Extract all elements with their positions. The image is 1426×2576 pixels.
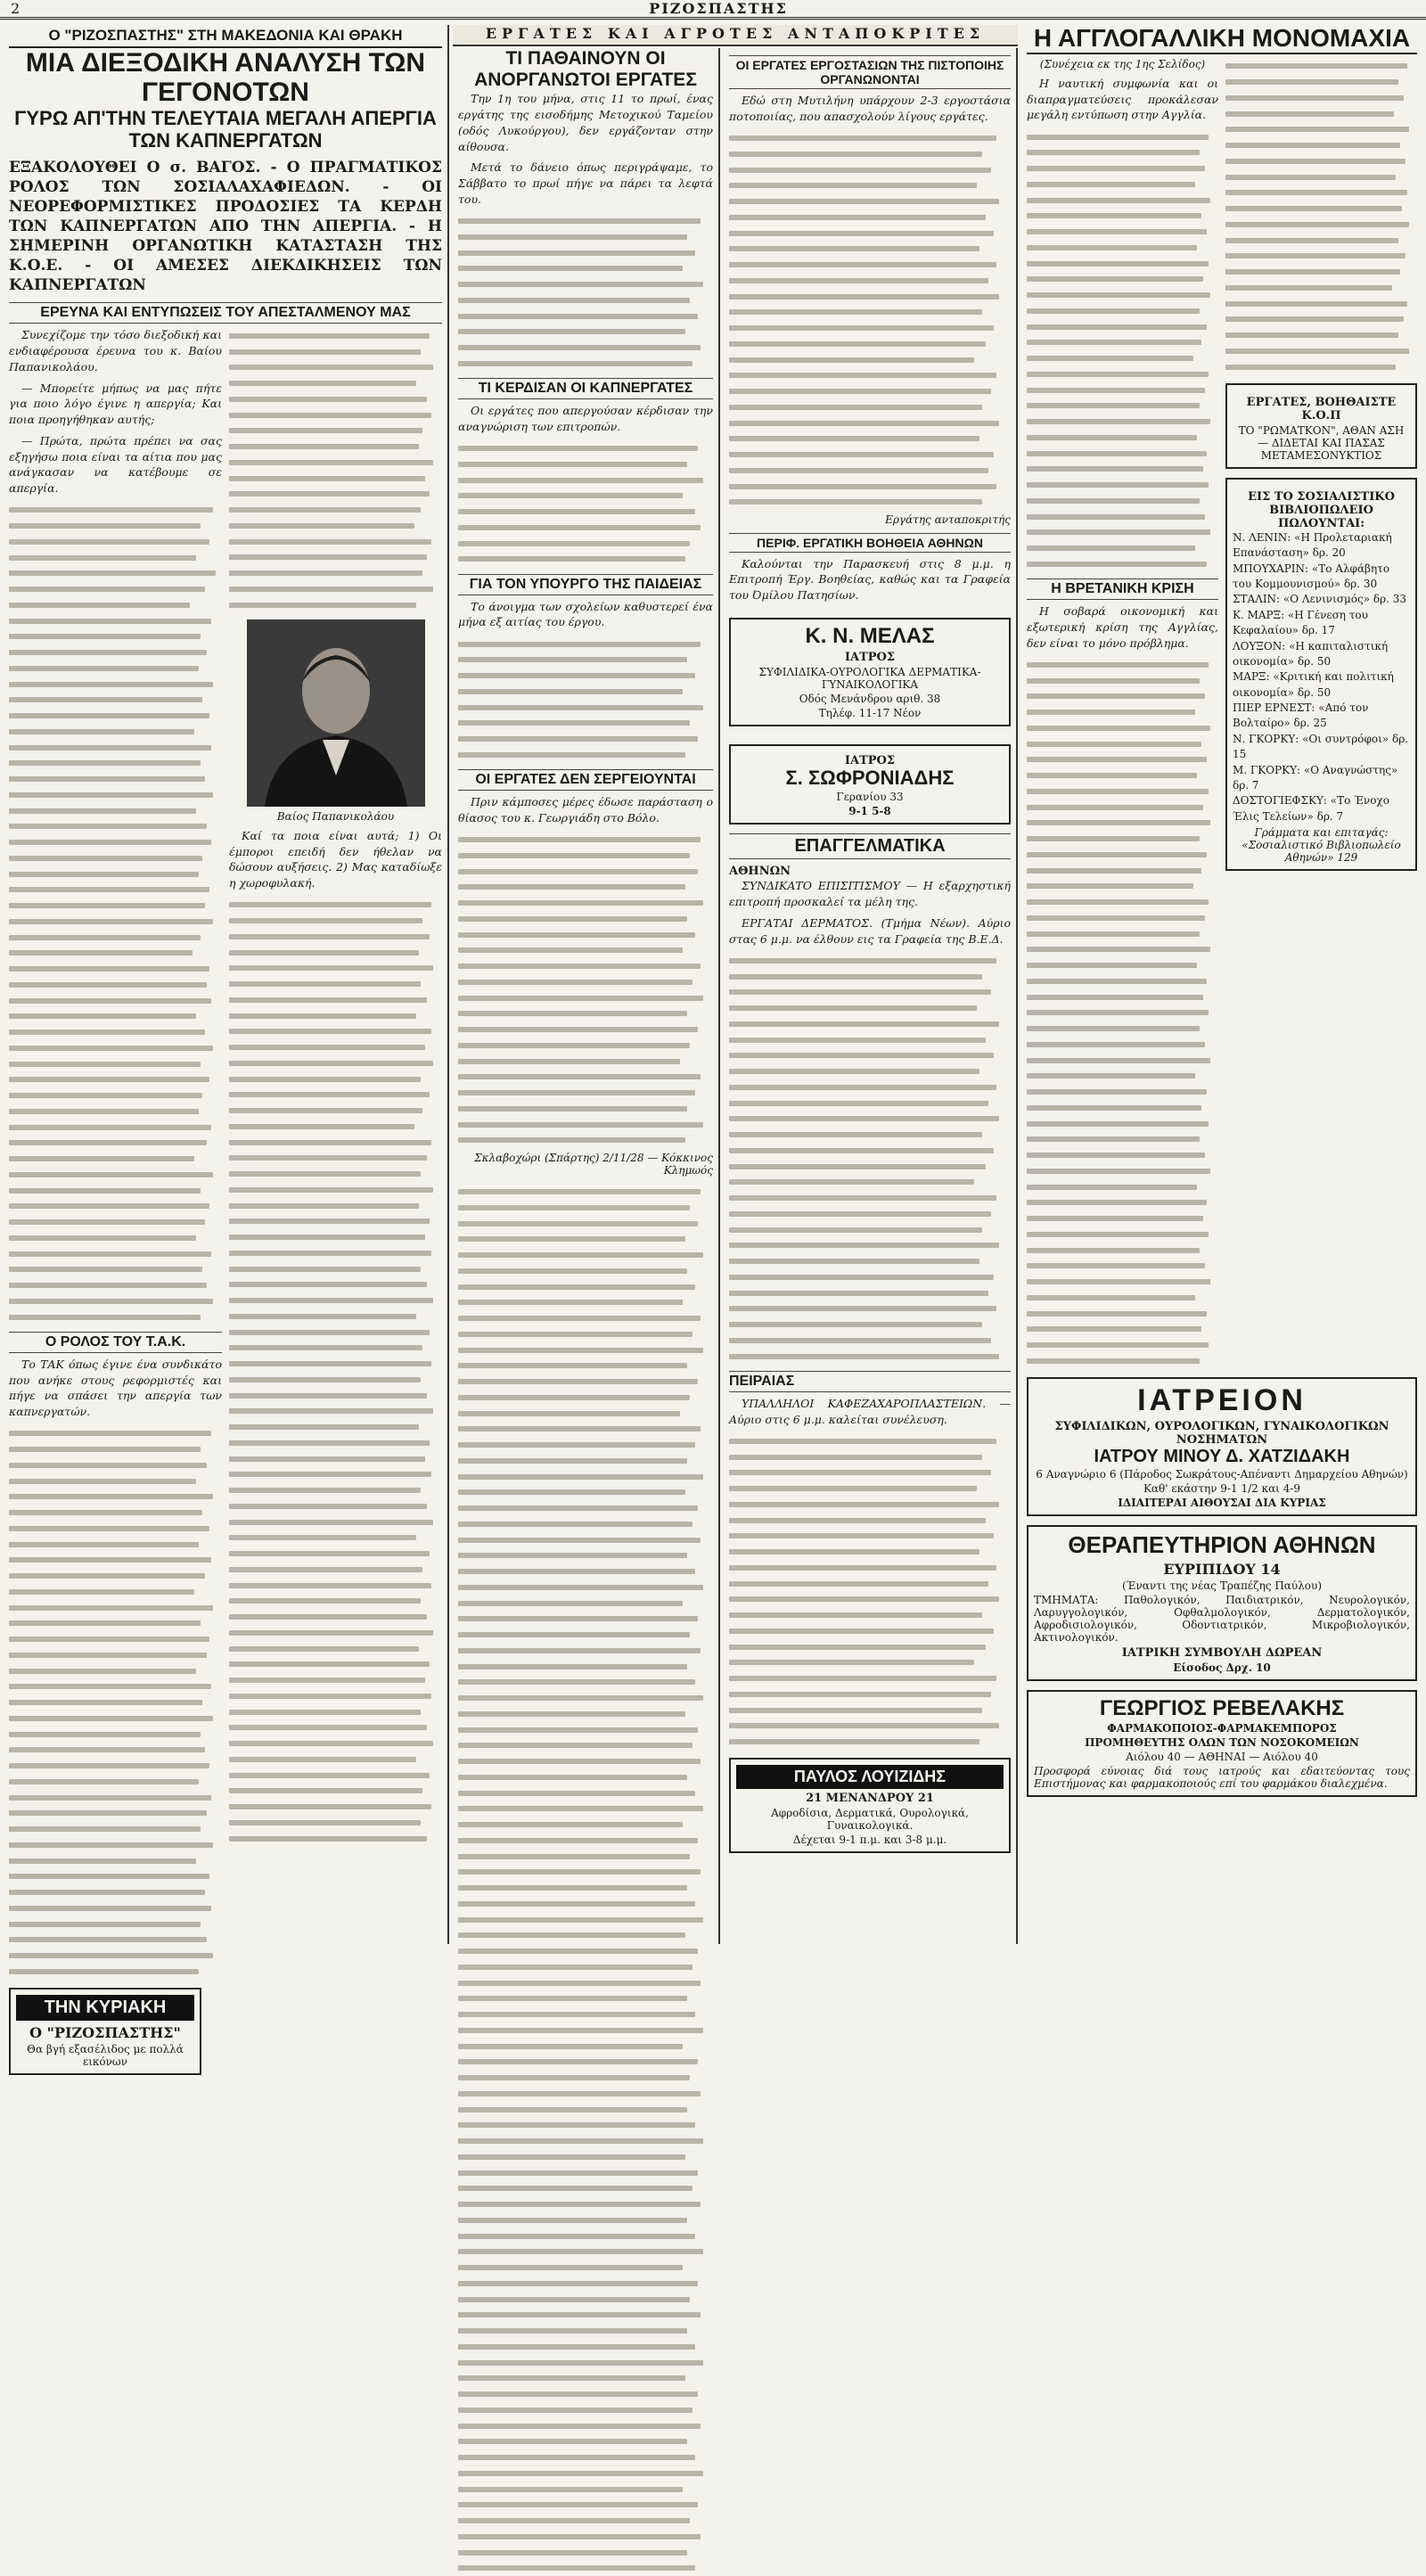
- sunday-text: Ο "ΡΙΖΟΣΠΑΣΤΗΣ": [29, 2024, 181, 2041]
- bib-item: Ν. ΛΕΝΙΝ: «Η Προλεταριακή Επανάσταση» δρ. 20: [1233, 530, 1392, 560]
- headline: ΜΙΑ ΔΙΕΞΟΔΙΚΗ ΑΝΑΛΥΣΗ ΤΩΝ ΓΕΓΟΝΟΤΩΝ: [25, 48, 426, 107]
- box-voith-text: ΤΟ "ΡΩΜΑΤΚΟΝ", ΑΘΑΝ ΑΣΗ — ΔΙΔΕΤΑΙ ΚΑΙ ΠΑΣΑΣ ΜΕΤΑΜΕΣΟΝΥΚΤΙΟΣ: [1238, 423, 1405, 462]
- ad-therapeutirion: [1027, 1525, 1417, 1681]
- page-number: 2: [11, 0, 22, 17]
- sub-athens: ΑΘΗΝΩΝ: [729, 865, 791, 879]
- body-text-lines: [458, 440, 713, 567]
- paragraph: ΥΠΑΛΛΗΛΟΙ ΚΑΦΕΖΑΧΑΡΟΠΛΑΣΤΕΙΩΝ. — Αύριο στις 6 μ.μ. καλείται συνέλευση.: [729, 1396, 1011, 1426]
- ad-louizidis-desc: Αφροδίσια, Δερματικά, Ουρολογικά, Γυναικολογικά.: [771, 1807, 969, 1833]
- sunday-note: Θα βγή εξασέλιδος με πολλά εικόνων: [27, 2043, 184, 2068]
- ad-louizidis-hours: Δέχεται 9-1 π.μ. και 3-8 μ.μ.: [792, 1834, 947, 1847]
- ad-iatreion-doc: ΙΑΤΡΟΥ ΜΙΝΟΥ Δ. ΧΑΤΖΙΔΑΚΗ: [1094, 1447, 1350, 1467]
- ad-therap-free: ΙΑΤΡΙΚΗ ΣΥΜΒΟΥΛΗ ΔΩΡΕΑΝ: [1121, 1646, 1323, 1661]
- box-bib-title: ΕΙΣ ΤΟ ΣΟΣΙΑΛΙΣΤΙΚΟ ΒΙΒΛΙΟΠΩΛΕΙΟ ΠΩΛΟΥΝΤΑΙ:: [1248, 489, 1395, 530]
- ad-rev-sub: ΦΑΡΜΑΚΟΠΟΙΟΣ-ΦΑΡΜΑΚΕΜΠΟΡΟΣ: [1107, 1722, 1337, 1735]
- col2-headline: ΤΙ ΠΑΘΑΙΝΟΥΝ ΟΙ ΑΝΟΡΓΑΝΩΤΟΙ ΕΡΓΑΤΕΣ: [474, 48, 697, 91]
- ad-louizidis-name: ΠΑΥΛΟΣ ΛΟΥΙΖΙΔΗΣ: [736, 1765, 1004, 1789]
- section-peiraias: ΠΕΙΡΑΙΑΣ: [729, 1371, 1011, 1392]
- paragraph: Την 1η του μήνα, στις 11 το πρωί, ένας εργάτης της εισοδήμης Μετοχικού Ταμείου (οδός Λυκούργου), δεν εργάζονταν στην αίθουσα.: [458, 92, 713, 153]
- ad-melas-addr: Οδός Μενάνδρου αριθ. 38: [799, 693, 941, 706]
- portrait-photo: [247, 619, 425, 807]
- column-main-article: [4, 25, 449, 2068]
- page-header: [0, 0, 1426, 20]
- paragraph: Οι εργάτες που απεργούσαν κέρδισαν την αναγνώριση των επιτροπών.: [458, 404, 713, 433]
- bib-item: ΜΑΡΞ: «Κριτική και πολιτική οικονομία» δρ. 50: [1233, 670, 1394, 699]
- paragraph: Το ΤΑΚ όπως έγινε ένα συνδικάτο που ανήκε στους ρεφορμιστές και πήγε να σπάσει την απεργία των καπνεργατών.: [9, 1357, 222, 1418]
- signature: Εργάτης ανταποκριτής: [885, 513, 1011, 526]
- ad-rev-name: ΓΕΩΡΓΙΟΣ ΡΕΒΕΛΑΚΗΣ: [1099, 1696, 1345, 1721]
- section-voitheia: ΠΕΡΙΦ. ΕΡΓΑΤΙΚΗ ΒΟΗΘΕΙΑ ΑΘΗΝΩΝ: [729, 533, 1011, 553]
- paragraph: Πριν κάμποσες μέρες έδωσε παράσταση ο θίασος του κ. Γεωργιάδη στο Βόλο.: [458, 795, 713, 824]
- paragraph: Εδώ στη Μυτιλήνη υπάρχουν 2-3 εργοστάσια ποτοποιίας, που απασχολούν λίγους εργάτες.: [729, 94, 1011, 123]
- body-text-lines: [1027, 656, 1218, 1368]
- sunday-notice: [9, 1988, 201, 2075]
- paragraph: Καλούνται την Παρασκευή στις 8 μ.μ. η Επιτροπή Έργ. Βοηθείας, καθώς και τα Γραφεία του Όμίλου Πατησίων.: [729, 556, 1011, 602]
- box-bibliopoleio: [1225, 478, 1417, 871]
- foreign-col-b: [1225, 58, 1417, 1368]
- section-epaggelmatika: ΕΠΑΓΓΕΛΜΑΤΙΚΑ: [729, 833, 1011, 859]
- ad-louizidis-addr: 21 ΜΕΝΑΝΔΡΟΥ 21: [806, 1792, 934, 1806]
- paragraph: — Μπορείτε μήπως να μας πήτε για ποιο λόγο έγινε η απεργία; Και ποια προηγήθηκαν αυτής;: [9, 381, 222, 426]
- masthead: ΡΙΖΟΣΠΑΣΤΗΣ: [649, 0, 788, 17]
- bib-item: ΔΟΣΤΟΓΙΕΦΣΚΥ: «Το Ένοχο Έλις Τελείων» δρ. 7: [1233, 794, 1389, 823]
- foreign-article: [1027, 58, 1417, 1368]
- ad-iatreion-addr: 6 Αναγνώριο 6 (Πάροδος Σωκράτους-Απέναντι Δημαρχείου Αθηνών): [1036, 1468, 1408, 1481]
- paragraph: ΕΡΓΑΤΑΙ ΔΕΡΜΑΤΟΣ. (Τμήμα Νέων). Αύριο στας 6 μ.μ. να έλθουν εις τα Γραφεία της Β.Ε.Δ.: [729, 915, 1011, 946]
- photo-caption: Βαίος Παπανικολάου: [276, 809, 395, 823]
- bib-item: Μ. ΓΚΟΡΚΥ: «Ο Αναγνώστης» δρ. 7: [1233, 763, 1398, 792]
- ad-iatreion: [1027, 1377, 1417, 1516]
- section-kerdi: ΤΙ ΚΕΡΔΙΣΑΝ ΟΙ ΚΑΠΝΕΡΓΑΤΕΣ: [458, 378, 713, 399]
- column-foreign: [1021, 25, 1422, 1944]
- ad-iatreion-title: ΙΑΤΡΕΙΟΝ: [1137, 1383, 1307, 1418]
- section-ypourgo: ΓΙΑ ΤΟΝ ΥΠΟΥΡΓΟ ΤΗΣ ΠΑΙΔΕΙΑΣ: [458, 574, 713, 595]
- body-text-lines: [458, 636, 713, 762]
- box-voith-title: ΕΡΓΑΤΕΣ, ΒΟΗΘΑΙΣΤΕ Κ.Ο.Π: [1246, 395, 1397, 422]
- signature: Σκλαβοχώρι (Σπάρτης) 2/11/28 — Κόκκινος Κλημωός: [474, 1151, 713, 1177]
- column-notices: [724, 48, 1018, 1944]
- column-correspondents: [453, 48, 720, 1944]
- section-krisi: Η ΒΡΕΤΑΝΙΚΗ ΚΡΙΣΗ: [1027, 578, 1218, 600]
- bib-item: ΛΟΥΞΟΝ: «Η καπιταλιστική οικονομία» δρ. 50: [1233, 639, 1389, 668]
- paragraph: Μετά το δάνειο όπως περιγράψαμε, το Σάββατο το πρωί πήγε να πάρει τα λεφτά του.: [458, 160, 713, 206]
- body-text-lines: [9, 502, 222, 1325]
- bib-item: ΜΠΟΥΧΑΡΙΝ: «Το Αλφάβητο του Κομμουνισμού» δρ. 30: [1233, 562, 1390, 590]
- ad-louizidis: [729, 1758, 1011, 1853]
- body-text-lines: [229, 897, 442, 1846]
- section-role: Ο ΡΟΛΟΣ ΤΟΥ Τ.Α.Κ.: [9, 1332, 222, 1353]
- body-text-lines: [458, 1184, 713, 2576]
- ad-sofr-title: ΙΑΤΡΟΣ: [844, 754, 896, 768]
- body-text-lines: [458, 832, 713, 1148]
- paragraph: Το άνοιγμα των σχολείων καθυστερεί ένα μήνα εξ αιτίας του έργου.: [458, 599, 713, 629]
- ad-therap-note: (Έναντι της νέας Τραπέζης Παύλου): [1121, 1579, 1322, 1593]
- body-text-lines: [229, 327, 442, 612]
- subhead: ΕΡΕΥΝΑ ΚΑΙ ΕΝΤΥΠΩΣΕΙΣ ΤΟΥ ΑΠΕΣΤΑΛΜΕΝΟΥ ΜΑΣ: [9, 302, 442, 324]
- ad-melas-spec: ΣΥΦΙΛΙΔΙΚΑ-ΟΥΡΟΛΟΓΙΚΑ ΔΕΡΜΑΤΙΚΑ-ΓΥΝΑΙΚΟΛΟΓΙΚΑ: [758, 666, 981, 692]
- ad-sofroniadis: [729, 744, 1011, 824]
- col4-headline: Η ΑΓΓΛΟΓΑΛΛΙΚΗ ΜΟΝΟΜΑΧΙΑ: [1027, 25, 1417, 54]
- article-body: [9, 327, 442, 2084]
- ad-therap-title: ΘΕΡΑΠΕΥΤΗΡΙΟΝ ΑΘΗΝΩΝ: [1068, 1531, 1376, 1559]
- ad-iatreion-hours: Καθ' εκάστην 9-1 1/2 και 4-9: [1143, 1482, 1301, 1496]
- section-banner: ΕΡΓΑΤΕΣ ΚΑΙ ΑΓΡΟΤΕΣ ΑΝΤΑΠΟΚΡΙΤΕΣ: [453, 25, 1018, 46]
- ad-melas-phone: Τηλέφ. 11-17 Νέον: [818, 707, 922, 720]
- doctor-ads-row: [729, 609, 1011, 735]
- ad-iatreion-women: ΙΔΙΑΙΤΕΡΑΙ ΑΙΘΟΥΣΑΙ ΔΙΑ ΚΥΡΙΑΣ: [1118, 1497, 1326, 1510]
- paragraph: Η σοβαρά οικονομική και εξωτερική κρίση της Αγγλίας, δεν είναι το μόνο πρόβλημα.: [1027, 604, 1218, 650]
- ad-iatreion-sub: ΣΥΦΙΛΙΔΙΚΩΝ, ΟΥΡΟΛΟΓΙΚΩΝ, ΓΥΝΑΙΚΟΛΟΓΙΚΩΝ ΝΟΣΗΜΑΤΩΝ: [1054, 1420, 1389, 1448]
- lead: (Συνέχεια εκ της 1ης Σελίδος): [1039, 57, 1206, 70]
- ad-therap-addr: ΕΥΡΙΠΙΔΟΥ 14: [1163, 1561, 1281, 1579]
- bib-item: ΠΙΕΡ ΕΡΝΕΣΤ: «Από τον Βολταίρο» δρ. 25: [1233, 701, 1369, 730]
- box-bib-footer: Γράμματα και επιταγάς: «Σοσιαλιστικό Βιβλιοπωλείο Αθηνών» 129: [1242, 826, 1401, 865]
- ad-sofr-name: Σ. ΣΩΦΡΟΝΙΑΔΗΣ: [785, 767, 955, 790]
- body-text-lines: [729, 1432, 1011, 1749]
- paragraph: — Πρώτα, πρώτα πρέπει να σας εξηγήσω ποια είναι τα αίτια που μας ανάγκασαν να κατέβουμε σε απεργία.: [9, 433, 222, 495]
- ad-rev-addr: Αιόλου 40 — ΑΘΗΝΑΙ — Αιόλου 40: [1126, 1751, 1318, 1764]
- ad-rev-text: Προσφορά εύνοιας διά τους ιατρούς και εδαιτεύοντας τους Επιστήμονας και φαρμακοποιούς επί του φαρμάκου διαλεχμένα.: [1034, 1765, 1410, 1791]
- bib-item: Ν. ΓΚΟΡΚΥ: «Οι συντρόφοι» δρ. 15: [1233, 732, 1409, 761]
- col3-headline: ΟΙ ΕΡΓΑΤΕΣ ΕΡΓΟΣΤΑΣΙΩΝ ΤΗΣ ΠΙΣΤΟΠΟΙΗΣ ΟΡΓΑΝΩΝΟΝΤΑΙ: [729, 55, 1011, 89]
- ad-therap-depts: ΤΜΗΜΑΤΑ: Παθολογικόν, Παιδιατρικόν, Νευρολογικόν, Λαρυγγολογικόν, Οφθαλμολογικόν, Δερματολογικόν, Αφροδισιολογικόν, Οδοντιατρικόν, Μικροβιολογικόν, Ακτινολογικόν.: [1034, 1594, 1410, 1645]
- paragraph: ΣΥΝΔΙΚΑΤΟ ΕΠΙΣΙΤΙΣΜΟΥ — Η εξαρχηστική επιτροπή προσκαλεί τα μέλη της.: [729, 879, 1011, 909]
- ad-melas-title: ΙΑΤΡΟΣ: [844, 651, 896, 665]
- ad-revelakis: [1027, 1690, 1417, 1797]
- deck: ΕΞΑΚΟΛΟΥΘΕΙ Ο σ. ΒΑΓΟΣ. - Ο ΠΡΑΓΜΑΤΙΚΟΣ ΡΟΛΟΣ ΤΩΝ ΣΟΣΙΑΛΑΧΑΦΙΕΔΩΝ. - ΟΙ ΝΕΟΡΕΦΟΡΜΙΣΤΙΚΕΣ ΠΡΟΔΟΣΙΕΣ ΤΑ ΚΕΡΔΗ ΤΩΝ ΚΑΠΝΕΡΓΑΤΩΝ ΑΠΟ ΤΗΝ ΑΠΕΡΓΙΑ. - Η ΣΗΜΕΡΙΝΗ ΟΡΓΑΝΩΤΙΚΗ ΚΑΤΑΣΤΑΣΗ ΤΗΣ Κ.Ο.Ε. - ΟΙ ΑΜΕΣΕΣ ΔΙΕΚΔΙΚΗΣΕΙΣ ΤΩΝ ΚΑΠΝΕΡΓΑΤΩΝ: [9, 158, 442, 295]
- body-text-lines: [729, 130, 1011, 510]
- ad-sofr-hours: 9-1 5-8: [848, 805, 891, 818]
- portrait-illustration: [247, 619, 425, 807]
- article-col-b: [229, 327, 442, 2084]
- bib-item: Κ. ΜΑΡΞ: «Η Γένεση του Κεφαλαίου» δρ. 17: [1233, 608, 1368, 637]
- ad-rev-sub2: ΠΡΟΜΗΘΕΥΤΗΣ ΟΛΩΝ ΤΩΝ ΝΟΣΟΚΟΜΕΙΩΝ: [1085, 1736, 1359, 1750]
- paragraph: Η ναυτική συμφωνία και οι διαπραγματεύσεις προκάλεσαν μεγάλη εντύπωση στην Αγγλία.: [1027, 76, 1218, 122]
- sunday-title: ΤΗΝ ΚΥΡΙΑΚΗ: [16, 1995, 194, 2021]
- body-text-lines: [1027, 128, 1218, 571]
- paragraph: Καί τα ποια είναι αυτά; 1) Οι έμποροι επειδή δεν ήθελαν να δώσουν αυξήσεις. 2) Μας καταδίωξε η χωροφυλακή.: [229, 828, 442, 890]
- ad-sofr-addr: Γερανίου 33: [836, 791, 904, 804]
- ad-therap-fee: Είσοδος Δρχ. 10: [1173, 1661, 1271, 1675]
- headline-2: ΓΥΡΩ ΑΠ'ΤΗΝ ΤΕΛΕΥΤΑΙΑ ΜΕΓΑΛΗ ΑΠΕΡΓΙΑ ΤΩΝ ΚΑΠΝΕΡΓΑΤΩΝ: [14, 107, 437, 152]
- article-col-a: [9, 327, 222, 2084]
- box-voitheia: [1225, 383, 1417, 469]
- bib-item: ΣΤΑΛΙΝ: «Ο Λενινισμός» δρ. 33: [1233, 593, 1407, 606]
- body-text-lines: [729, 952, 1011, 1364]
- foreign-col-a: [1027, 58, 1218, 1368]
- paragraph: Συνεχίζομε την τόσο διεξοδική και ενδιαφέρουσα έρευνα του κ. Βαίου Παπανικολάου.: [9, 328, 222, 373]
- ad-melas: [729, 618, 1011, 726]
- ad-melas-name: Κ. Ν. ΜΕΛΑΣ: [805, 623, 935, 648]
- body-text-lines: [9, 1425, 222, 1979]
- body-text-lines: [458, 213, 713, 372]
- body-text-lines: [1225, 58, 1417, 374]
- kicker: Ο "ΡΙΖΟΣΠΑΣΤΗΣ" ΣΤΗ ΜΑΚΕΔΟΝΙΑ ΚΑΙ ΘΡΑΚΗ: [9, 25, 442, 48]
- section-sergei: ΟΙ ΕΡΓΑΤΕΣ ΔΕΝ ΣΕΡΓΕΙΟΥΝΤΑΙ: [458, 769, 713, 791]
